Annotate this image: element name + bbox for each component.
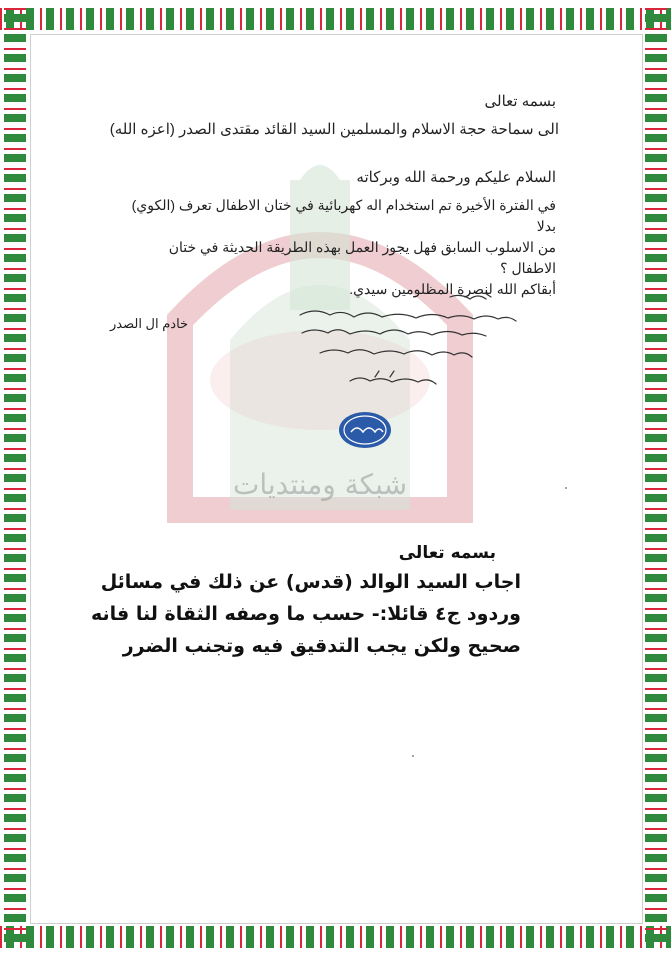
question-line: في الفترة الأخيرة تم استخدام اله كهربائية في ختان الاطفال تعرف (الكوي) بدلا <box>131 197 556 234</box>
speck <box>412 755 414 757</box>
watermark-text: شبكة ومنتديات <box>232 468 408 501</box>
answer-line: صحيح ولكن يجب التدقيق فيه وتجنب الضرر <box>122 635 521 657</box>
letter-greeting: الى سماحة حجة الاسلام والمسلمين السيد القائد مقتدى الصدر (اعزه الله) <box>109 121 559 138</box>
answer-line: اجاب السيد الوالد (قدس) عن ذلك في مسائل <box>100 571 521 593</box>
ornamental-border-right <box>645 8 667 948</box>
letter-basmala: بسمه تعالى <box>484 93 556 110</box>
question-line: من الاسلوب السابق فهل يجوز العمل بهذه الطريقة الحديثة في ختان الاطفال ؟ <box>168 239 556 276</box>
question-line: أبقاكم الله لنصرة المظلومين سيدي. <box>349 281 556 297</box>
ornamental-border-top <box>0 8 671 30</box>
handwritten-reply <box>280 285 530 395</box>
letter-signature: خادم ال الصدر <box>110 316 189 331</box>
ornamental-border-left <box>4 8 26 948</box>
speck <box>565 487 567 489</box>
answer-basmala: بسمه تعالى <box>398 543 496 563</box>
answer-line: وردود ج٤ قائلا:- حسب ما وصفه الثقاة لنا فانه <box>91 603 521 625</box>
ornamental-border-bottom <box>0 926 671 948</box>
letter-salam: السلام عليكم ورحمة الله وبركاته <box>356 169 556 186</box>
seal-stamp <box>337 410 393 450</box>
